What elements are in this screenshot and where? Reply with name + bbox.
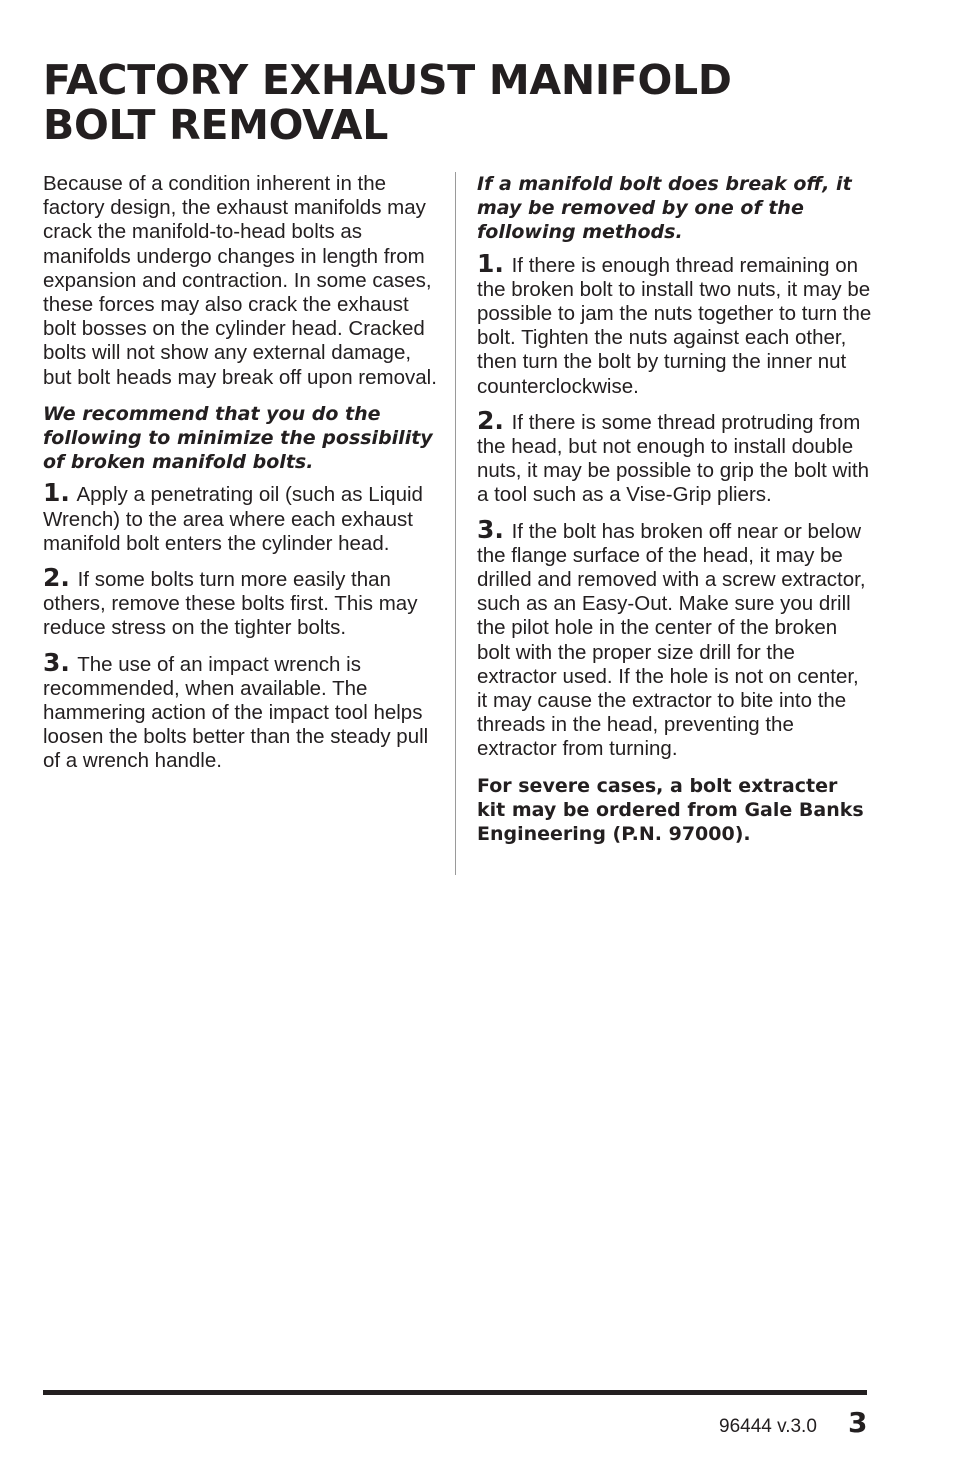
prevention-step-2 (43, 563, 443, 641)
title-line-1: FACTORY EXHAUST MANIFOLD (43, 56, 732, 104)
left-column (43, 172, 443, 786)
step-number: 3. (43, 647, 70, 677)
step-number: 1. (43, 478, 70, 508)
column-divider (455, 172, 456, 875)
step-number: 2. (43, 563, 70, 593)
recommendation-heading: We recommend that you do the following to minimize the possibility of broken manifold bolts. (43, 402, 433, 474)
page-number: 3 (848, 1406, 868, 1439)
footer-rule (43, 1390, 867, 1395)
step-number: 3. (477, 514, 504, 544)
removal-step-1 (477, 248, 872, 399)
prevention-step-1 (43, 478, 443, 556)
removal-step-3 (477, 514, 872, 762)
step-number: 2. (477, 405, 504, 435)
step-text: If the bolt has broken off near or below the flange surface of the head, it may be drilled and removed with a screw extractor, such as an Easy-Out. Make sure you drill the pilot hole in the center of the broken bolt with the proper size drill for the extractor used. If the hole is not on center, it may cause the extractor to bite into the threads in the head, preventing the extractor from turning. (477, 519, 866, 761)
removal-methods-heading: If a manifold bolt does break off, it may be removed by one of the following methods. (477, 173, 852, 244)
extractor-kit-note: For severe cases, a bolt extracter kit may be ordered from Gale Banks Engineering (P.N. 97000). (477, 774, 864, 846)
step-text: Apply a penetrating oil (such as Liquid Wrench) to the area where each exhaust manifold bolt enters the cylinder head. (43, 483, 423, 555)
intro-paragraph: Because of a condition inherent in the factory design, the exhaust manifolds may crack the manifold-to-head bolts as manifolds undergo changes in length from expansion and contraction. In some cases, these forces may also crack the exhaust bolt bosses on the cylinder head. Cracked bolts will not show any external damage, but bolt heads may break off upon removal. (43, 172, 437, 389)
step-text: If there is some thread protruding from the head, but not enough to install double nuts, it may be possible to grip the bolt with a tool such as a Vise-Grip pliers. (477, 410, 869, 507)
prevention-step-3 (43, 647, 443, 774)
step-number: 1. (477, 248, 504, 278)
title-line-2: BOLT REMOVAL (43, 101, 389, 149)
document-number: 96444 v.3.0 (719, 1416, 817, 1437)
page-title (43, 58, 732, 148)
right-column (477, 172, 872, 858)
step-text: If some bolts turn more easily than others, remove these bolts first. This may reduce stress on the tighter bolts. (43, 568, 418, 640)
step-text: If there is enough thread remaining on the broken bolt to install two nuts, it may be possible to jam the nuts together to turn the bolt. Tighten the nuts against each other, then turn the bolt by turning the inner nut counterclockwise. (477, 253, 872, 398)
removal-step-2 (477, 405, 872, 508)
step-text: The use of an impact wrench is recommended, when available. The hammering action of the impact tool helps loosen the bolts better than the steady pull of a wrench handle. (43, 652, 429, 773)
